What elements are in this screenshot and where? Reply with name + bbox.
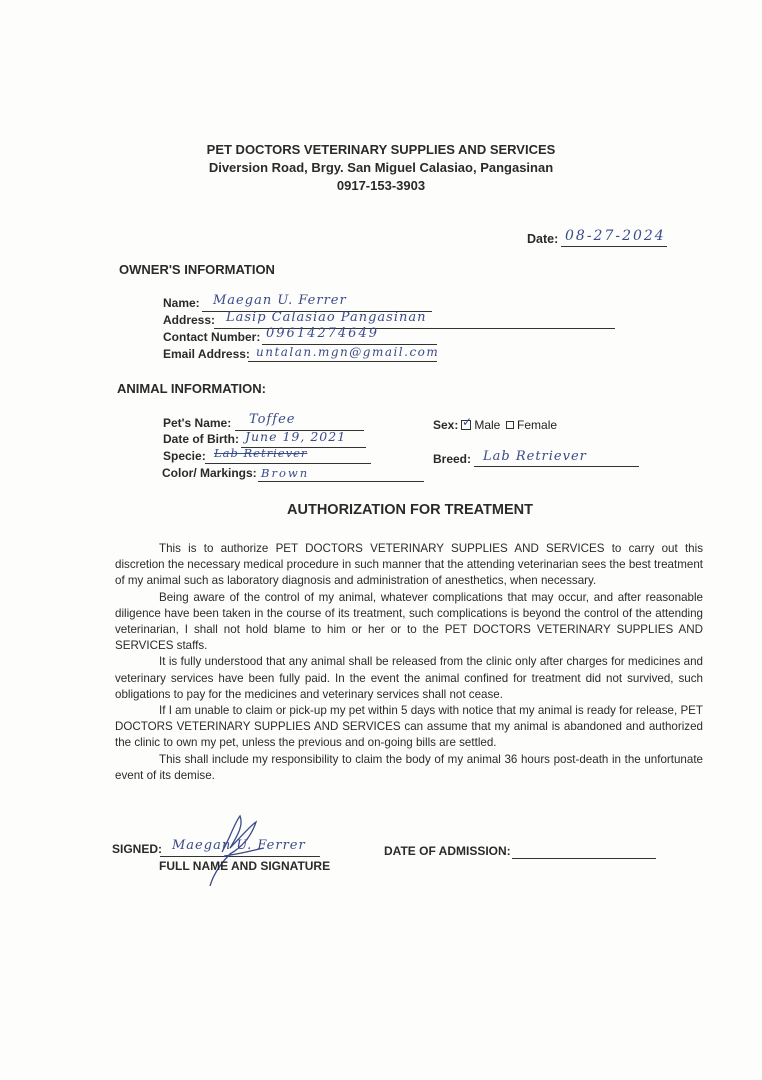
auth-paragraph-1: This is to authorize PET DOCTORS VETERINARY SUPPLIES AND SERVICES to carry out this discretion the necessary medical procedure in such manner that the attending veterinarian sees the best treatment of my animal such as laboratory diagnosis and administration of anesthetics, when necessary. (115, 542, 703, 588)
date-label: Date: (527, 232, 559, 246)
contact-number-value: 09614274649 (266, 326, 379, 341)
breed-label: Breed: (433, 452, 472, 466)
male-label: Male (474, 418, 501, 432)
male-checkbox[interactable] (461, 415, 473, 430)
auth-paragraph-3: It is fully understood that any animal shall be released from the clinic only after charges for medicines and veterinary services have been fully paid. In the event the animal confined for treatment did not survived, such obligations to pay for the medicines and veterinary services shall not cease. (115, 655, 703, 701)
owner-heading: OWNER'S INFORMATION (119, 262, 275, 277)
specie-label: Specie: (163, 449, 206, 463)
email-label: Email Address: (163, 347, 250, 361)
sex-label: Sex: (433, 418, 459, 432)
signature-caption: FULL NAME AND SIGNATURE (159, 859, 331, 873)
date-line (561, 246, 667, 247)
auth-paragraph-5: This shall include my responsibility to claim the body of my animal 36 hours post-death in the unfortunate event of its demise. (115, 752, 703, 782)
signed-label: SIGNED: (112, 842, 163, 856)
owner-address-value: Lasip Calasiao Pangasinan (226, 310, 427, 325)
company-name: PET DOCTORS VETERINARY SUPPLIES AND SERVICES (206, 142, 556, 157)
female-checkbox[interactable] (506, 421, 514, 429)
auth-paragraph-2: Being aware of the control of my animal, whatever complications that may occur, and after reasonable diligence have been taken in the course of its treatment, such complications is beyond the control of the attending veterinarian, I shall not hold blame to him or her or to the PET DOCTORS VETERINARY SUPPLIES AND SERVICES staffs. (115, 590, 703, 653)
company-address: Diversion Road, Brgy. San Miguel Calasiao, Pangasinan (208, 160, 554, 175)
signed-value: Maegan U. Ferrer (172, 838, 306, 853)
female-label: Female (517, 418, 558, 432)
pet-name-value: Toffee (249, 412, 296, 427)
pet-name-label: Pet's Name: (163, 416, 232, 430)
signature-scribble (200, 808, 270, 892)
breed-value: Lab Retriever (483, 449, 587, 464)
date-of-admission-label: DATE OF ADMISSION: (384, 844, 511, 858)
breed-line (474, 466, 639, 467)
authorization-body (115, 541, 703, 784)
specie-line (205, 463, 371, 464)
authorization-title: AUTHORIZATION FOR TREATMENT (287, 502, 533, 518)
color-label: Color/ Markings: (162, 466, 257, 480)
checkmark-icon: ✓ (462, 415, 473, 429)
owner-name-value: Maegan U. Ferrer (213, 293, 347, 308)
animal-heading: ANIMAL INFORMATION: (117, 381, 266, 396)
color-value: Brown (261, 466, 310, 480)
date-of-admission-line (512, 858, 656, 859)
owner-name-label: Name: (163, 296, 200, 310)
company-phone: 0917-153-3903 (336, 178, 426, 193)
auth-paragraph-4: If I am unable to claim or pick-up my pet within 5 days with notice that my animal is ready for release, PET DOCTORS VETERINARY SUPPLIES AND SERVICES can assume that my animal is abandoned and authorized the clinic to own my pet, unless the previous and on-going bills are settled. (115, 704, 703, 750)
sex-options (461, 415, 558, 432)
owner-address-label: Address: (163, 313, 216, 327)
contact-number-label: Contact Number: (163, 330, 261, 344)
specie-value: Lab Retriever (214, 446, 308, 460)
color-line (258, 481, 424, 482)
date-value: 08-27-2024 (565, 228, 666, 244)
dob-value: June 19, 2021 (245, 429, 347, 444)
email-value: untalan.mgn@gmail.com (256, 345, 440, 359)
email-line (248, 361, 437, 362)
dob-label: Date of Birth: (163, 432, 239, 446)
